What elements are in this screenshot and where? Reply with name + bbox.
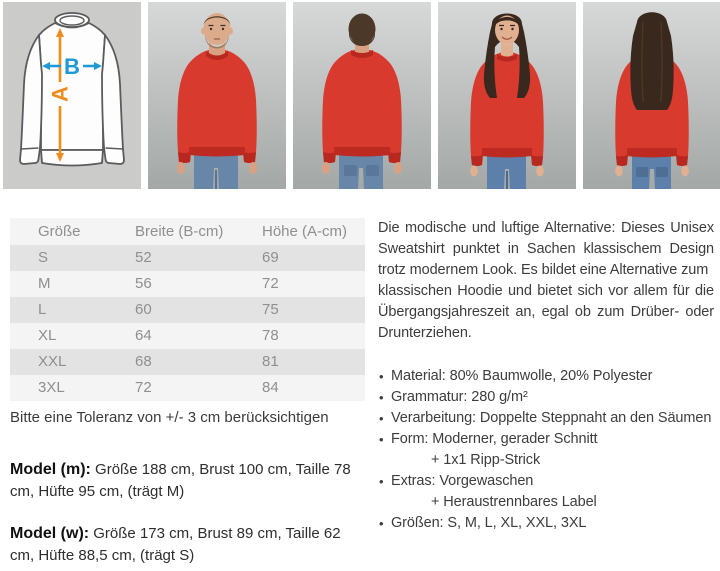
model-w-text: Größe 173 cm, Brust 89 cm, Taille 62 cm, Hüfte 88,5 cm, (trägt S) <box>10 525 341 564</box>
size-table-cell: 68 <box>135 353 152 370</box>
size-table-cell: 64 <box>135 327 152 344</box>
spec-item <box>378 429 714 471</box>
size-table-cell: 56 <box>135 275 152 292</box>
product-details-section <box>0 218 720 567</box>
spec-item-text: Größen: S, M, L, XL, XXL, 3XL <box>391 515 587 531</box>
size-table-header-cell: Größe <box>38 223 81 240</box>
spec-item-sub: + 1x1 Ripp-Strick <box>431 452 541 468</box>
spec-item-text: Material: 80% Baumwolle, 20% Polyester <box>391 368 653 384</box>
size-table-cell: M <box>38 275 51 292</box>
size-table-header-row <box>10 218 365 245</box>
size-table-cell: 84 <box>262 379 279 396</box>
spec-item <box>378 471 714 513</box>
spec-item <box>378 513 714 534</box>
spec-item-text: Grammatur: 280 g/m² <box>391 389 528 405</box>
size-table-cell: 69 <box>262 249 279 266</box>
woman-front-photo-illustration <box>438 2 576 189</box>
man-front-photo-illustration <box>148 2 286 189</box>
spec-item-text: Verarbeitung: Doppelte Steppnaht an den Säumen <box>391 410 712 426</box>
size-table-row <box>10 297 365 323</box>
man-back-photo-illustration <box>293 2 431 189</box>
product-image-strip <box>0 0 720 189</box>
tolerance-note: Bitte eine Toleranz von +/- 3 cm berücksichtigen <box>10 409 329 426</box>
size-table-cell: 52 <box>135 249 152 266</box>
photo-woman-back <box>583 2 720 189</box>
model-m-text: Größe 188 cm, Brust 100 cm, Taille 78 cm, Hüfte 95 cm, (trägt M) <box>10 461 351 500</box>
size-table-cell: XXL <box>38 353 67 370</box>
size-diagram-tile <box>3 2 141 189</box>
size-table-cell: 78 <box>262 327 279 344</box>
size-table-cell: S <box>38 249 49 266</box>
size-table-cell: XL <box>38 327 57 344</box>
spec-item-sub: + Heraustrennbares Label <box>431 494 597 510</box>
diagram-label-b: B <box>64 54 80 79</box>
size-table-cell: 75 <box>262 301 279 318</box>
spec-list <box>378 366 714 534</box>
description-paragraph-2: klassischen Hoodie und bietet sich vor allem für die Übergangsjahreszeit an, egal ob zum Drüber- oder Drunterziehen. <box>378 283 714 341</box>
model-m-info <box>10 459 362 503</box>
description-column <box>378 218 714 567</box>
spec-item <box>378 408 714 429</box>
model-m-label: Model (m): <box>10 461 91 478</box>
spec-item <box>378 366 714 387</box>
size-table-cell: L <box>38 301 47 318</box>
photo-woman-front <box>438 2 576 189</box>
size-table-row <box>10 271 365 297</box>
size-table-row <box>10 349 365 375</box>
size-table-cell: 81 <box>262 353 279 370</box>
size-table <box>10 218 365 401</box>
description-paragraph-1: Die modische und luftige Alternative: Dieses Unisex Sweatshirt punktet in Sachen klassischem Design trotz modernem Look. Es bildet eine Alternative zum <box>378 220 714 278</box>
size-table-header-cell: Breite (B-cm) <box>135 223 224 240</box>
size-table-cell: 72 <box>262 275 279 292</box>
size-table-cell: 60 <box>135 301 152 318</box>
size-table-row <box>10 245 365 271</box>
diagram-label-a: A <box>47 86 73 102</box>
size-table-cell: 72 <box>135 379 152 396</box>
size-info-column <box>10 218 365 567</box>
spec-item <box>378 387 714 408</box>
photo-man-back <box>293 2 431 189</box>
sweatshirt-measurement-diagram-icon <box>3 2 141 189</box>
woman-back-photo-illustration <box>583 2 720 189</box>
model-w-label: Model (w): <box>10 525 90 542</box>
photo-man-front <box>148 2 286 189</box>
size-table-row <box>10 323 365 349</box>
size-table-header-cell: Höhe (A-cm) <box>262 223 348 240</box>
spec-item-text: Extras: Vorgewaschen <box>391 473 534 489</box>
size-table-body <box>10 245 365 401</box>
spec-item-text: Form: Moderner, gerader Schnitt <box>391 431 598 447</box>
model-w-info <box>10 523 362 567</box>
size-table-cell: 3XL <box>38 379 65 396</box>
size-table-row <box>10 375 365 401</box>
